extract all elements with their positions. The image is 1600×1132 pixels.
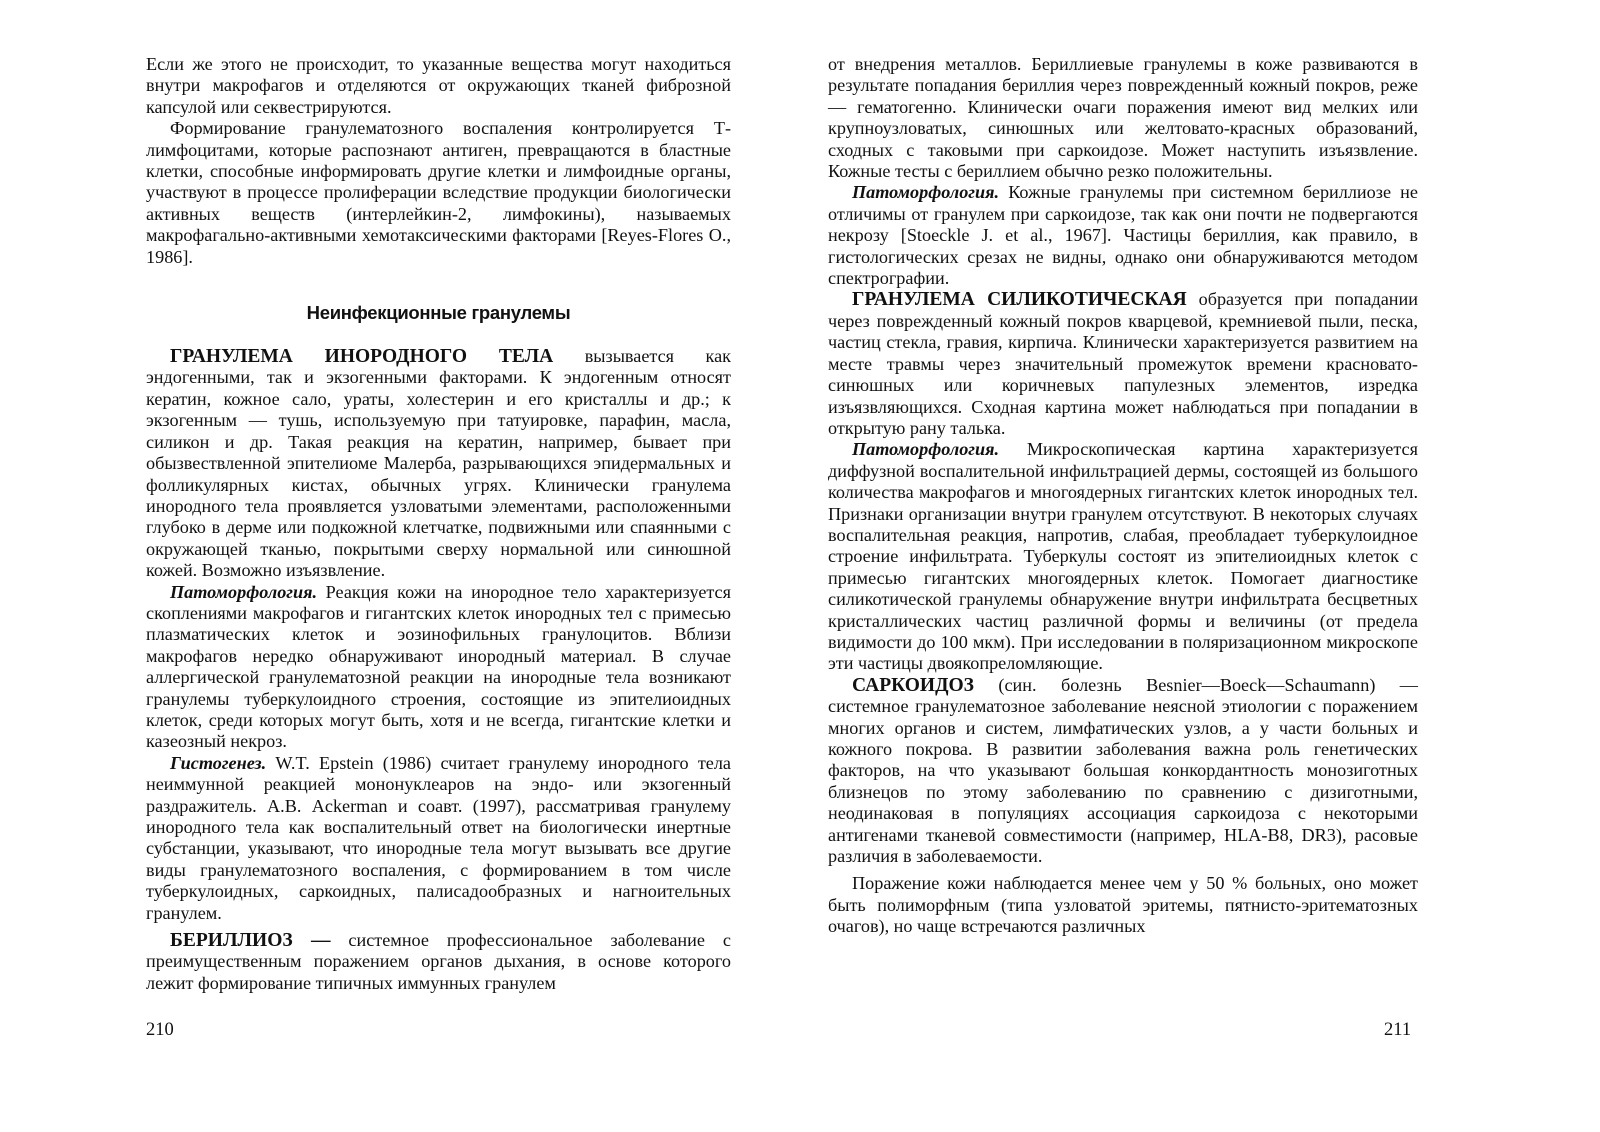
right-page <box>828 54 1418 938</box>
subheading: Патоморфология. <box>852 439 1000 460</box>
term: ГРАНУЛЕМА СИЛИКОТИЧЕСКАЯ <box>852 289 1187 311</box>
paragraph: Формирование гранулематозного воспаления контролируется Т-лимфоцитами, которые распознают антиген, превращаются в бластные клетки, способные информировать другие клетки и лимфоидные органы, участвуют в процессе пролиферации вследствие продукции биологически активных веществ (интерлейкин-2, лимфокины), называемых макрофагально-активными хемотаксическими факторами [Reyes-Flores О., 1986]. <box>146 118 731 267</box>
paragraph-text: (син. болезнь Besnier—Boeck—Schaumann) — системное гранулематозное заболевание неясной этиологии с поражением многих органов и систем, лимфатических узлов, а у части больных и кожного покрова. В развитии заболевания важна роль генетических факторов, на что указывают большая конкордантность монозиготных близнецов по этому заболеванию по сравнению с дизиготными, неодинаковая в популяциях ассоциация саркоидоза с некоторыми антигенами тканевой совместимости (например, HLA-B8, DR3), расовые различия в заболеваемости. <box>828 674 1418 867</box>
paragraph <box>146 930 731 994</box>
paragraph-text: Микроскопическая картина характеризуется диффузной воспалительной инфильтрацией дермы, состоящей из большого количества макрофагов и многоядерных гигантских клеток инородных тел. Признаки организации внутри гранулем отсутствуют. В некоторых случаях воспалительная реакция, напротив, слабая, преобладает туберкулоидное строение инфильтрата. Туберкулы состоят из эпителиоидных клеток с примесью гигантских многоядерных клеток. Помогает диагностике силикотической гранулемы обнаружение внутри инфильтрата бесцветных кристаллических частиц различной формы и величины (от предела видимости до 100 мкм). При исследовании в поляризационном микроскопе эти частицы двоякопреломляющие. <box>828 439 1418 674</box>
subheading: Патоморфология. <box>852 182 1000 203</box>
paragraph-text: Кожные гранулемы при системном бериллиозе не отличимы от гранулем при саркоидозе, так как они почти не подвергаются некрозу [Stoeckle J. et al., 1967]. Частицы бериллия, как правило, в гистологических срезах не видны, однако они обнаруживаются методом спектрографии. <box>828 182 1418 289</box>
paragraph-text: Реакция кожи на инородное тело характеризуется скоплениями макрофагов и гигантских клеток инородных тел с примесью плазматических клеток и эозинофильных гранулоцитов. Вблизи макрофагов нередко обнаруживают инородный материал. В случае аллергической гранулематозной реакции на инородные тела возникают гранулемы туберкулоидного строения, состоящие из эпителиоидных клеток, среди которых могут быть, хотя и не всегда, гигантские клетки и казеозный некроз. <box>146 581 731 752</box>
subheading: Гистогенез. <box>170 752 267 773</box>
left-page <box>146 54 731 994</box>
term: САРКОИДОЗ <box>852 674 974 696</box>
page-number: 211 <box>1384 1020 1412 1040</box>
term: ГРАНУЛЕМА ИНОРОДНОГО ТЕЛА <box>170 346 554 368</box>
paragraph <box>146 753 731 924</box>
section-heading: Неинфекционные гранулемы <box>306 302 571 324</box>
page-number: 210 <box>146 1020 174 1040</box>
paragraph <box>146 346 731 581</box>
paragraph <box>146 582 731 753</box>
paragraph: от внедрения металлов. Бериллиевые гранулемы в коже развиваются в результате попадания бериллия через поврежденный кожный покров, реже — гематогенно. Клинически очаги поражения имеют вид мелких или крупноузловатых, синюшных или желтовато-красных образований, сходных с таковыми при саркоидозе. Может наступить изъязвление. Кожные тесты с бериллием обычно резко положительны. <box>828 54 1418 182</box>
paragraph <box>828 289 1418 439</box>
paragraph-text: W.T. Epstein (1986) считает гранулему инородного тела неиммунной реакцией мононуклеаров на эндо- или экзогенный раздражитель. А.В. Ackerman и соавт. (1997), рассматривая гранулему инородного тела как воспалительный ответ на биологически инертные субстанции, указывают, что инородные тела могут вызывать все другие виды гранулематозного воспаления, с формированием в том числе туберкулоидных, саркоидных, палисадообразных и нагноительных гранулем. <box>146 752 731 923</box>
paragraph: Поражение кожи наблюдается менее чем у 50 % больных, оно может быть полиморфным (типа узловатой эритемы, пятнисто-эритематозных очагов), но чаще встречаются различных <box>828 873 1418 937</box>
paragraph <box>828 439 1418 674</box>
paragraph-text: вызывается как эндогенными, так и экзогенными факторами. К эндогенным относят кератин, кожное сало, ураты, холестерин и его кристаллы и др.; к экзогенным — тушь, используемую при татуировке, парафин, масла, силикон и др. Такая реакция на кератин, например, бывает при обызвествленной эпителиоме Малерба, разрывающихся эпидермальных и фолликулярных кистах, обычных угрях. Клинически гранулема инородного тела проявляется узловатыми элементами, расположенными глубоко в дерме или подкожной клетчатке, подвижными или спаянными с окружающей тканью, покрытыми сверху нормальной или синюшной кожей. Возможно изъязвление. <box>146 346 731 581</box>
paragraph <box>828 182 1418 289</box>
paragraph-text: образуется при попадании через поврежденный кожный покров кварцевой, кремниевой пыли, песка, частиц стекла, гравия, кирпича. Клинически характеризуется развитием на месте травмы через значительный промежуток времени красновато-синюшных или коричневых папулезных элементов, изредка изъязвляющихся. Сходная картина может наблюдаться при попадании в открытую рану талька. <box>828 289 1418 438</box>
paragraph-text: системное профессиональное заболевание с преимущественным поражением органов дыхания, в основе которого лежит формирование типичных иммунных гранулем <box>146 930 731 993</box>
paragraph: Если же этого не происходит, то указанные вещества могут находиться внутри макрофагов и отделяются от окружающих тканей фиброзной капсулой или секвестрируются. <box>146 54 731 117</box>
term: БЕРИЛЛИОЗ — <box>170 930 331 952</box>
paragraph <box>828 675 1418 868</box>
subheading: Патоморфология. <box>170 581 318 602</box>
